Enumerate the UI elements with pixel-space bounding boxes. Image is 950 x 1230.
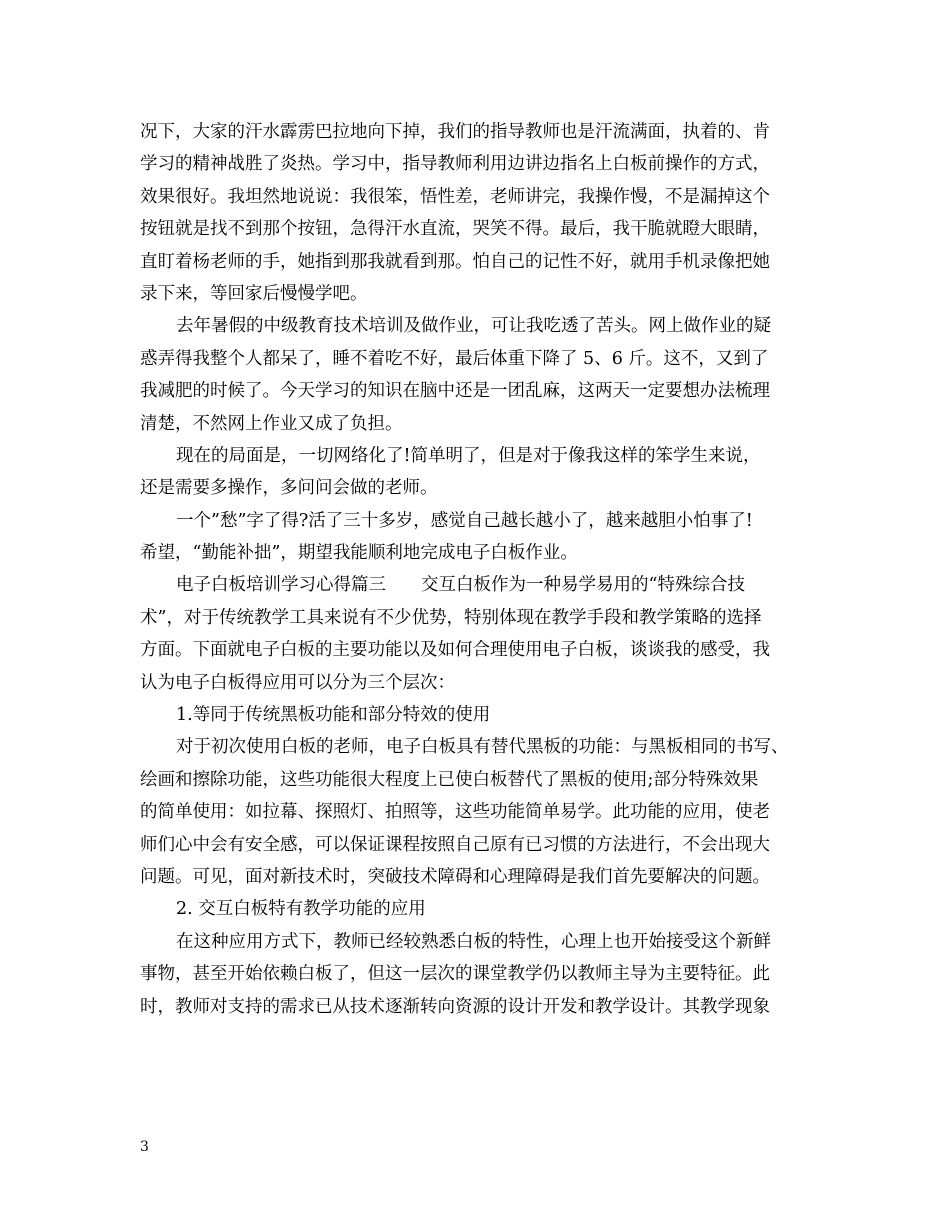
- page-number: 3: [140, 1139, 149, 1155]
- text-line: 绘画和擦除功能，这些功能很大程度上已使白板替代了黑板的使用;部分特殊效果: [140, 769, 759, 790]
- text-line: 方面。下面就电子白板的主要功能以及如何合理使用电子白板，谈谈我的感受，我: [140, 640, 770, 661]
- text-line: 的简单使用：如拉幕、探照灯、拍照等，这些功能简单易学。此功能的应用，使老: [140, 802, 770, 823]
- text-line: 2. 交互白板特有教学功能的应用: [176, 899, 426, 920]
- text-line: 学习的精神战胜了炎热。学习中，指导教师利用边讲边指名上白板前操作的方式，: [140, 154, 770, 175]
- text-line: 师们心中会有安全感，可以保证课程按照自己原有已习惯的方法进行，不会出现大: [140, 834, 770, 855]
- text-line: 直盯着杨老师的手，她指到那我就看到那。怕自己的记性不好，就用手机录像把她: [140, 251, 770, 272]
- text-line: 时，教师对支持的需求已从技术逐渐转向资源的设计开发和教学设计。其教学现象: [140, 996, 770, 1017]
- text-line: 效果很好。我坦然地说说：我很笨，悟性差，老师讲完，我操作慢，不是漏掉这个: [140, 186, 770, 207]
- text-line: 1.等同于传统黑板功能和部分特效的使用: [176, 705, 491, 726]
- document-body: [140, 116, 810, 1023]
- text-line: 在这种应用方式下，教师已经较熟悉白板的特性，心理上也开始接受这个新鲜: [176, 931, 771, 952]
- text-line: 况下，大家的汗水霹雳巴拉地向下掉，我们的指导教师也是汗流满面，执着的、肯: [140, 122, 770, 142]
- text-line: 录下来，等回家后慢慢学吧。: [140, 283, 368, 304]
- text-line: 去年暑假的中级教育技术培训及做作业，可让我吃透了苦头。网上做作业的疑: [176, 316, 771, 337]
- text-line: 电子白板培训学习心得篇三 交互白板作为一种易学易用的“特殊综合技: [176, 575, 745, 596]
- text-line: 术”，对于传统教学工具来说有不少优势，特别体现在教学手段和教学策略的选择: [140, 607, 762, 628]
- text-line: 清楚，不然网上作业又成了负担。: [140, 413, 403, 434]
- text-line: 现在的局面是，一切网络化了!简单明了，但是对于像我这样的笨学生来说，: [176, 445, 761, 466]
- text-line: 惑弄得我整个人都呆了，睡不着吃不好，最后体重下降了 5、6 斤。这不，又到了: [140, 348, 769, 369]
- text-line: 希望，“勤能补拙”，期望我能顺利地完成电子白板作业。: [140, 543, 578, 564]
- text-line: 一个”愁”字了得?活了三十多岁，感觉自己越长越小了，越来越胆小怕事了!: [176, 510, 753, 531]
- text-line: 还是需要多操作，多问问会做的老师。: [140, 478, 438, 499]
- text-line: 问题。可见，面对新技术时，突破技术障碍和心理障碍是我们首先要解决的问题。: [140, 866, 770, 887]
- text-line: 认为电子白板得应用可以分为三个层次：: [140, 672, 455, 693]
- text-line: 对于初次使用白板的老师，电子白板具有替代黑板的功能：与黑板相同的书写、: [176, 737, 789, 758]
- text-line: 按钮就是找不到那个按钮，急得汗水直流，哭笑不得。最后，我干脆就瞪大眼睛，: [140, 219, 770, 240]
- text-line: 事物，甚至开始依赖白板了，但这一层次的课堂教学仍以教师主导为主要特征。此: [140, 964, 770, 985]
- text-line: 我减肥的时候了。今天学习的知识在脑中还是一团乱麻，这两天一定要想办法梳理: [140, 381, 770, 402]
